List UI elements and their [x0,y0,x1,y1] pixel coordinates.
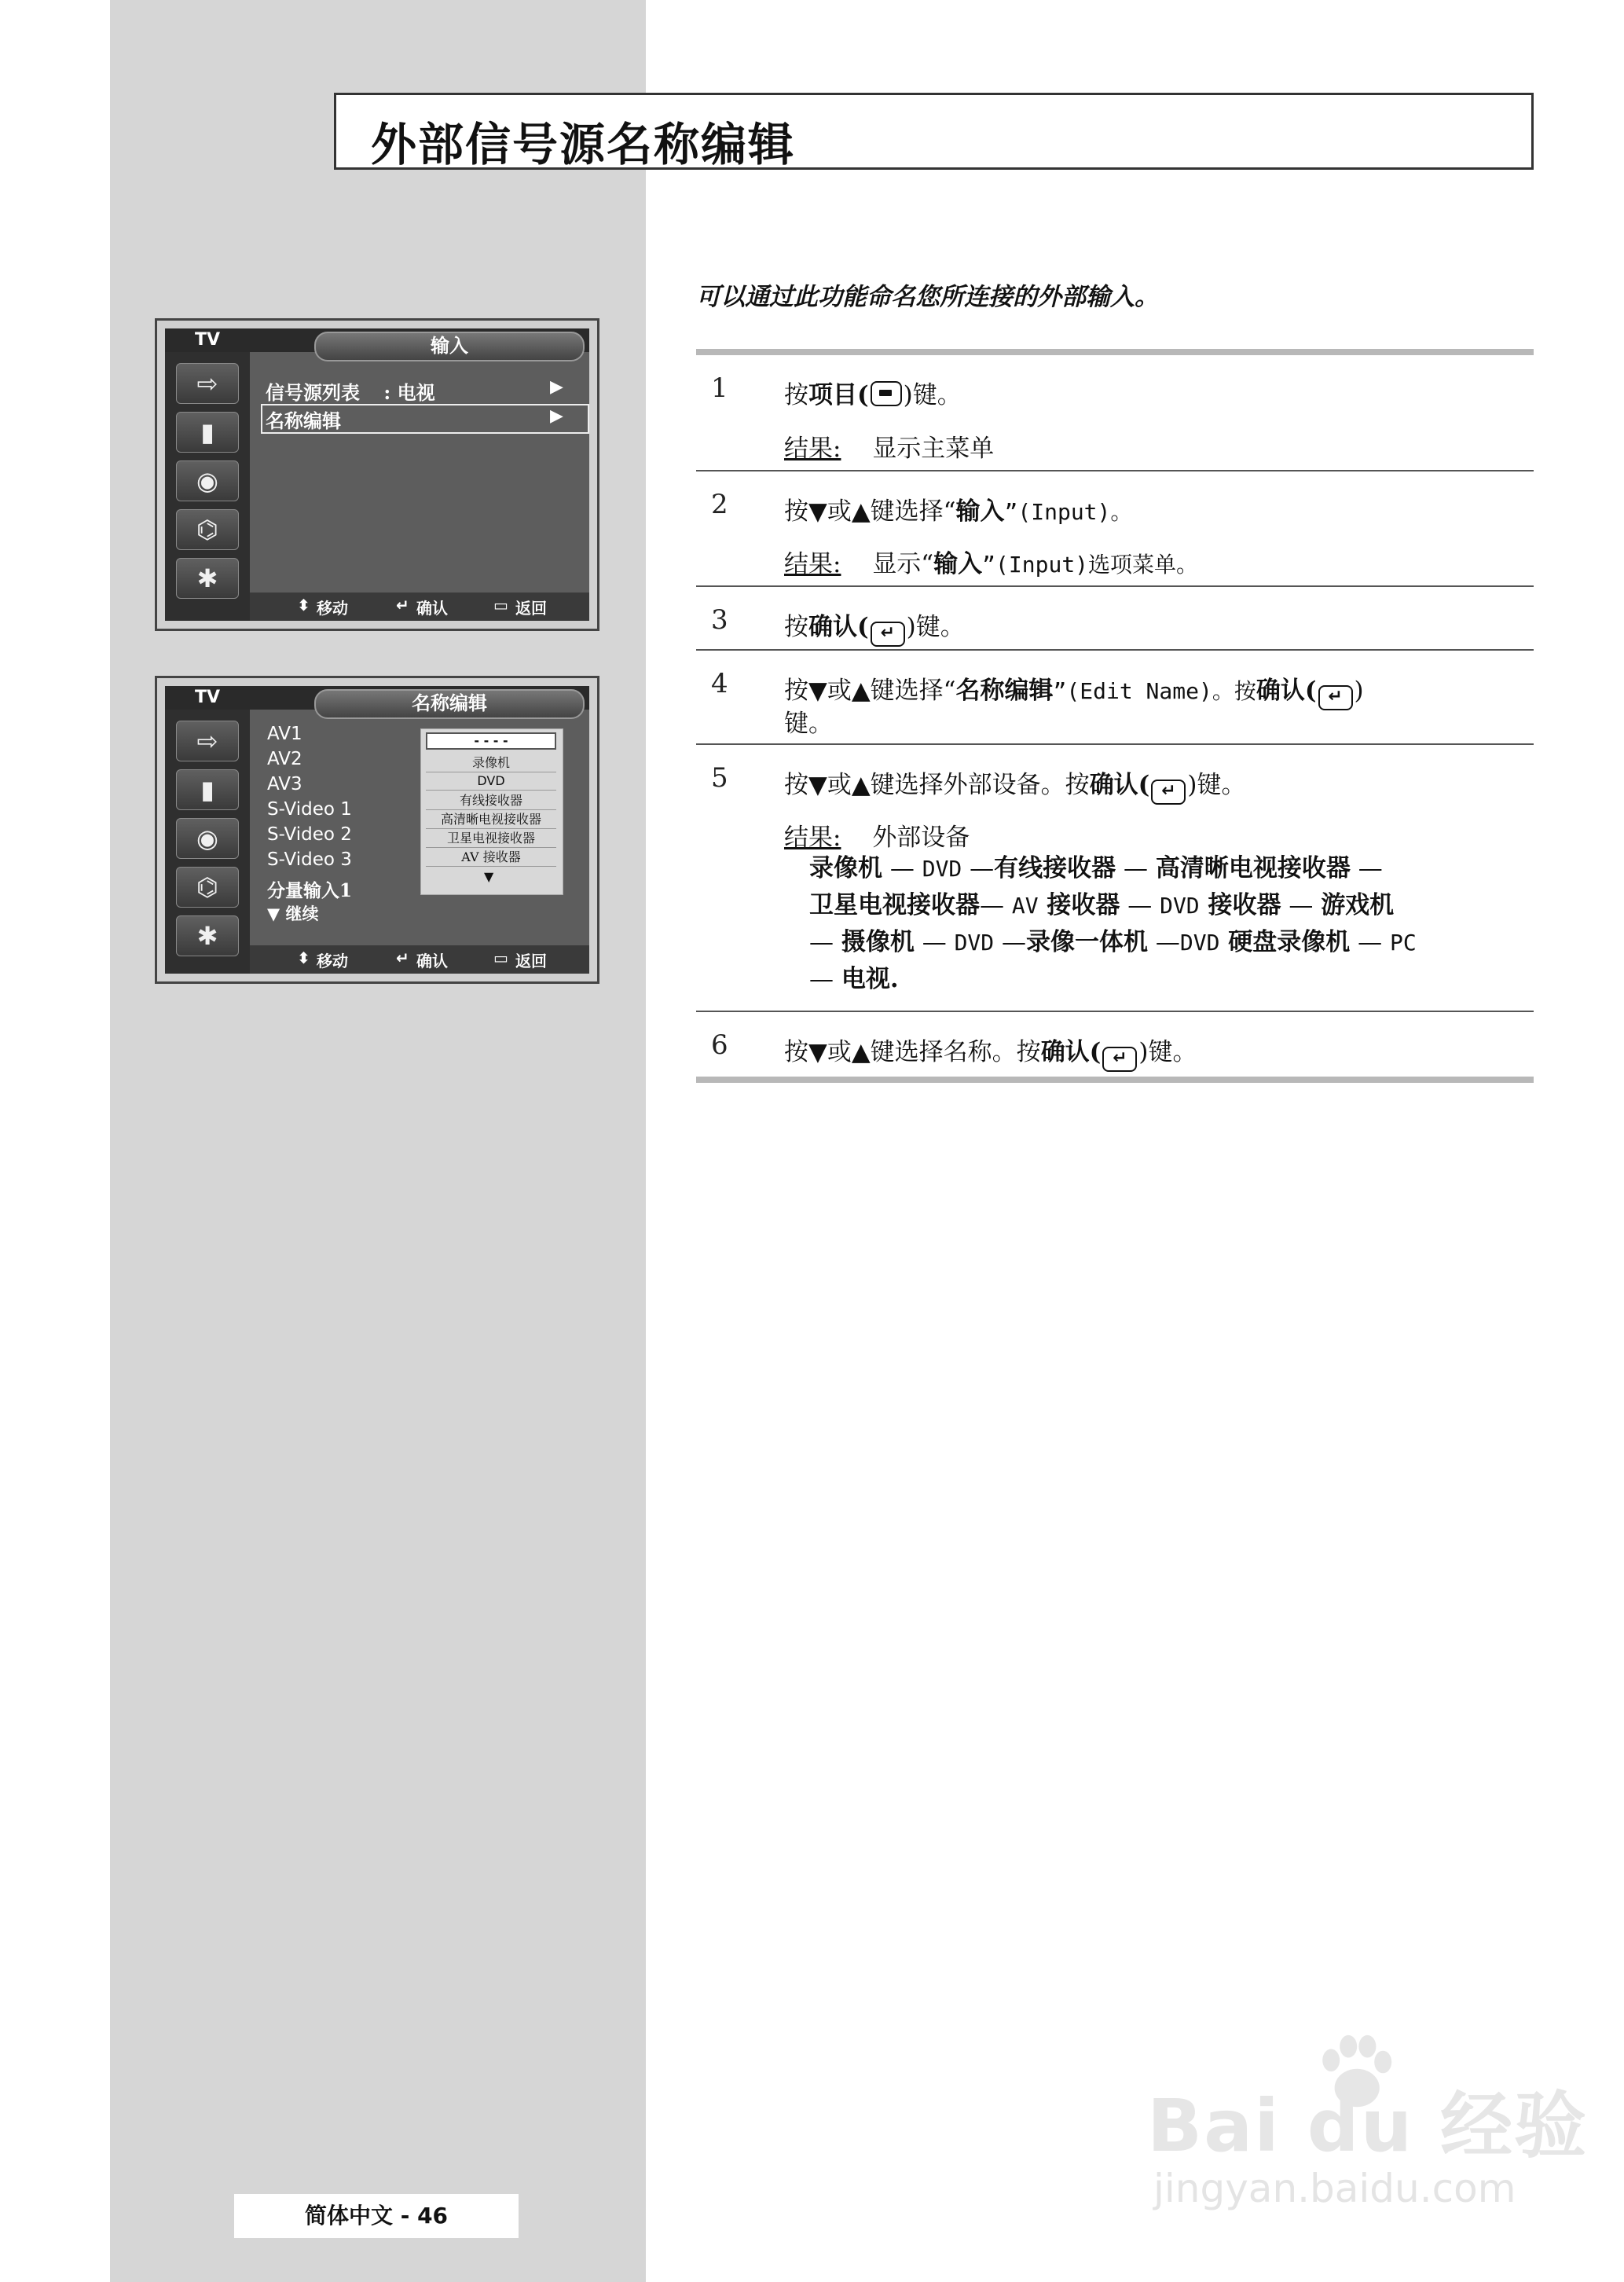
enter-icon: ↵ [396,948,409,967]
source-av3[interactable]: AV3 [267,774,302,794]
result-label: 结果: [784,435,841,463]
source-component1[interactable]: 分量输入1 [267,880,353,901]
menu-item-label: 名称编辑 [266,409,341,432]
name-dropdown[interactable] [420,728,563,895]
sound-icon: ◉ [176,818,239,859]
step-3-text: 按确认( ↵ )键。 [784,607,965,647]
dropdown-option[interactable]: 卫星电视接收器 [426,830,556,848]
picture-icon: ▮ [176,769,239,810]
step-number: 1 [711,372,728,404]
table-top-rule [696,349,1534,355]
picture-icon: ▮ [176,412,239,453]
step-number: 6 [711,1029,728,1061]
return-icon: ▭ [493,596,508,615]
device-list [809,850,1524,998]
device-line: — 电视. [809,965,899,993]
dropdown-option[interactable]: 录像机 [426,754,556,772]
step-5-text: 按▼或▲键选择外部设备。按确认( ↵ )键。 [784,765,1245,805]
step-5-result: 结果: 外部设备 [784,824,970,852]
dropdown-option[interactable]: DVD [426,772,556,791]
result-label: 结果: [784,824,841,852]
arrow-right-icon: ▶ [550,406,563,426]
enter-icon: ↵ [396,596,409,615]
enter-label: 确认 [416,599,448,618]
tv-label: TV [194,330,221,350]
screen-area [165,686,589,974]
device-line: 卫星电视接收器— AV 接收器 — DVD 接收器 — 游戏机 [809,891,1395,919]
tv-screen-edit-name [155,676,599,984]
move-label: 移动 [317,952,348,970]
step-number: 3 [711,604,728,636]
row-divider [696,585,1534,587]
watermark-url: jingyan.baidu.com [1153,2166,1516,2211]
tv-screen-input-menu [155,318,599,631]
return-label: 返回 [515,952,547,970]
menu-item-value: : 电视 [383,381,435,404]
arrow-right-icon: ▶ [550,377,563,397]
menu-item-source-list[interactable] [266,377,435,405]
step-6-text: 按▼或▲键选择名称。按确认( ↵ )键。 [784,1032,1197,1072]
screen-bottombar [250,945,589,974]
input-icon: ⇨ [176,363,239,404]
channel-icon: ⌬ [176,867,239,908]
result-label: 结果: [784,550,841,578]
step-2-result: 结果: 显示“输入”(Input)选项菜单。 [784,550,1199,578]
enter-label: 确认 [416,952,448,970]
step-1-text: 按项目( )键。 [784,381,962,409]
source-av1[interactable]: AV1 [267,724,302,744]
input-icon: ⇨ [176,721,239,761]
move-icon: ⬍ [297,596,310,615]
step-number: 2 [711,489,728,520]
enter-key-icon: ↵ [1318,685,1353,710]
enter-key-icon: ↵ [1151,780,1186,805]
device-line: 录像机 — DVD —有线接收器 — 高清晰电视接收器 — [809,854,1383,882]
step-1-result: 结果: 显示主菜单 [784,435,995,463]
icon-column [165,710,250,974]
step-4-text: 按▼或▲键选择“名称编辑”(Edit Name)。按确认( ↵ ) [784,670,1364,710]
dropdown-current-value: - - - - [426,732,556,750]
return-icon: ▭ [493,948,508,967]
chevron-down-icon[interactable]: ▼ [484,869,494,884]
device-line: — 摄像机 — DVD —录像一体机 —DVD 硬盘录像机 — PC [809,928,1417,956]
setup-icon: ✱ [176,915,239,956]
move-icon: ⬍ [297,948,310,967]
enter-key-icon: ↵ [1102,1047,1137,1072]
step-4-text-line2: 键。 [784,710,833,738]
menu-item-label: 信号源列表 [266,381,360,404]
sound-icon: ◉ [176,460,239,501]
page-title: 外部信号源名称编辑 [371,118,796,171]
title-box [334,93,1534,170]
intro-text: 可以通过此功能命名您所连接的外部输入。 [696,283,1159,311]
step-2-text: 按▼或▲键选择“输入”(Input)。 [784,497,1133,526]
row-divider [696,649,1534,651]
icon-column [165,352,250,621]
row-divider [696,743,1534,745]
step-number: 4 [711,668,728,699]
source-svideo3[interactable]: S-Video 3 [267,849,352,870]
dropdown-option[interactable]: 高清晰电视接收器 [426,811,556,829]
return-label: 返回 [515,599,547,618]
source-svideo2[interactable]: S-Video 2 [267,824,352,845]
page-number: 简体中文 - 46 [234,2194,519,2238]
enter-key-icon: ↵ [871,622,905,647]
dropdown-option[interactable]: AV 接收器 [426,849,556,867]
screen-area [165,328,589,621]
row-divider [696,1011,1534,1012]
menu-item-edit-name[interactable] [266,405,341,433]
tv-label: TV [194,688,221,707]
dropdown-option[interactable]: 有线接收器 [426,792,556,810]
channel-icon: ⌬ [176,509,239,550]
menu-title: 名称编辑 [314,689,585,719]
move-label: 移动 [317,599,348,618]
watermark-brand: Bai du 经验 [1147,2084,1589,2168]
menu-title: 输入 [314,332,585,361]
screen-bottombar [250,593,589,621]
step-number: 5 [711,762,728,794]
setup-icon: ✱ [176,558,239,599]
more-items[interactable]: ▼ 继续 [267,904,319,923]
source-svideo1[interactable]: S-Video 1 [267,799,352,820]
source-av2[interactable]: AV2 [267,749,302,769]
row-divider [696,470,1534,471]
table-bottom-rule [696,1077,1534,1083]
menu-key-icon [871,381,902,406]
